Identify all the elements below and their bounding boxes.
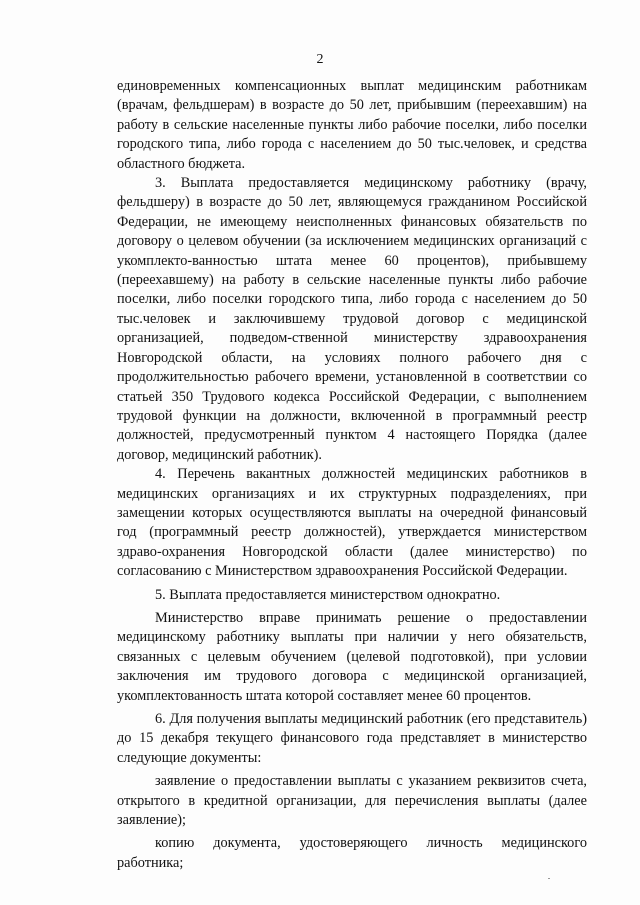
scan-speck <box>548 878 550 879</box>
document-body <box>117 77 587 873</box>
paragraph-item-4: 4. Перечень вакантных должностей медицинских работников в медицинских организациях и их структурных подразделениях, при замещении которых осуществляются выплаты на очередной финансовый год (программный реестр должностей), утверждается министерством здраво-охранения Новгородской области (далее министерство) по согласованию с Министерством здравоохранения Российской Федерации. <box>117 466 587 580</box>
page-number: 2 <box>316 52 324 67</box>
paragraph-ministry-decision: Министерство вправе принимать решение о предоставлении медицинскому работнику выплаты при наличии у него обязательств, связанных с целевым обучением (целевой подготовкой), при условии заключения им трудового договора с медицинской организацией, укомплектованность штата которой составляет менее 60 процентов. <box>117 609 587 704</box>
paragraph-item-5: 5. Выплата предоставляется министерством однократно. <box>155 586 501 603</box>
paragraph-item-3: 3. Выплата предоставляется медицинскому работнику (врачу, фельдшеру) в возрасте до 50 лет, являющемуся гражданином Российской Федерации, не имеющему неисполненных финансовых обязательств по договору о целевом обучении (за исключением медицинских организаций с укомплекто-ванностью штата менее 60 процентов), прибывшему (переехавшему) на работу в сельские населенные пункты либо рабочие поселки, либо поселки городского типа, либо города с населением до 50 тыс.человек и заключившему трудовой договор с медицинской организацией, подведом-ственной министерству здравоохранения Новгородской области, на условиях полного рабочего дня с продолжительностью рабочего времени, установленной в соответствии со статьей 350 Трудового кодекса Российской Федерации, с выполнением трудовой функции на должности, включенной в программный реестр должностей, предусмотренный пунктом 4 настоящего Порядка (далее договор, медицинский работник). <box>117 175 587 463</box>
list-item-id-copy: копию документа, удостоверяющего личность медицинского работника; <box>117 835 587 871</box>
paragraph-item-6: 6. Для получения выплаты медицинский работник (его представитель) до 15 декабря текущего финансового года представляет в министерство следующие документы: <box>117 711 587 766</box>
paragraph-continuation: единовременных компенсационных выплат медицинским работникам (врачам, фельдшерам) в возрасте до 50 лет, прибывшим (переехавшим) на работу в сельские населенные пункты либо рабочие поселки, либо поселки городского типа, либо города с населением до 50 тыс.человек, и средства областного бюджета. <box>117 78 587 172</box>
list-item-application: заявление о предоставлении выплаты с указанием реквизитов счета, открытого в кредитной организации, для перечисления выплаты (далее заявление); <box>117 773 587 829</box>
